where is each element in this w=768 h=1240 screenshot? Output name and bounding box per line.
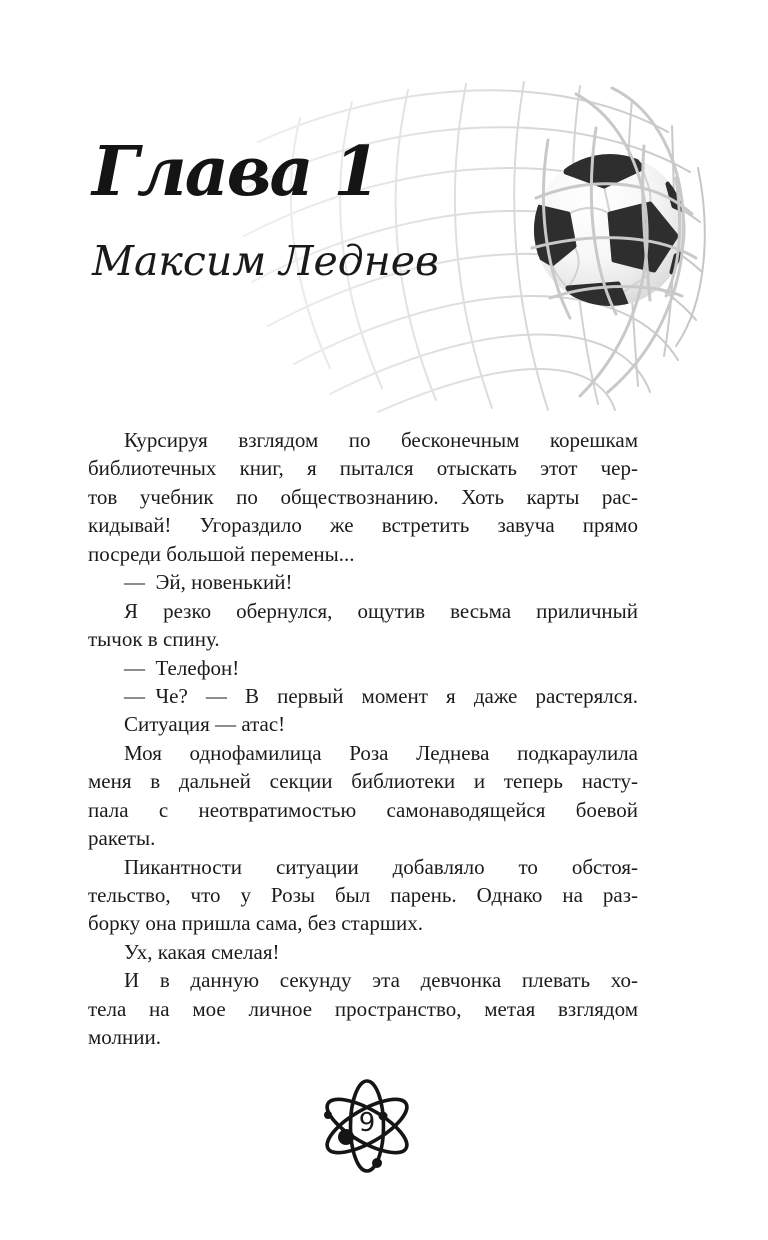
text-line: — Телефон! [124, 655, 240, 680]
text-line: Ситуация — атас! [124, 712, 286, 737]
text-line: Пикантности ситуации добавляло то обстоя- [124, 854, 638, 879]
text-line: Моя однофамилица Роза Леднева подкараулила [124, 740, 638, 765]
text-line: тельство, что у Розы был парень. Однако на раз- [88, 883, 638, 907]
text-line: Курсируя взглядом по бесконечным корешкам [124, 428, 638, 452]
electron-dot [372, 1158, 382, 1168]
page-number: 9 [358, 1108, 376, 1138]
text-line: тычок в спину. [88, 627, 220, 652]
text-line: И в данную секунду эта девчонка плевать хо- [124, 968, 638, 993]
text-line: ракеты. [88, 826, 156, 851]
text-line: кидывай! Угораздило же встретить завуча прямо [88, 513, 638, 538]
text-line: тела на мое личное пространство, метая взглядом [88, 996, 638, 1021]
chapter-heading: Глава 1 [92, 132, 379, 212]
soccer-net-art [0, 0, 768, 430]
text-line: борку она пришла сама, без старших. [88, 911, 423, 936]
text-line: — Че? — В первый момент я даже растерялся. [124, 683, 638, 708]
text-line: библиотечных книг, я пытался отыскать этот чер- [88, 456, 638, 481]
text-line: меня в дальней секции библиотеки и теперь насту- [88, 769, 638, 794]
text-line: пала с неотвратимостью самонаводящейся боевой [88, 797, 638, 822]
text-line: Я резко обернулся, ощутив весьма приличный [124, 598, 638, 623]
chapter-subtitle: Максим Леднев [92, 237, 439, 285]
text-line: — Эй, новенький! [124, 570, 293, 595]
text-line: молнии. [88, 1025, 161, 1050]
text-line: тов учебник по обществознанию. Хоть карты рас- [88, 484, 638, 509]
text-line: посреди большой перемены... [88, 541, 355, 566]
body-text [88, 426, 638, 1052]
text-line: Ух, какая смелая! [124, 939, 280, 964]
